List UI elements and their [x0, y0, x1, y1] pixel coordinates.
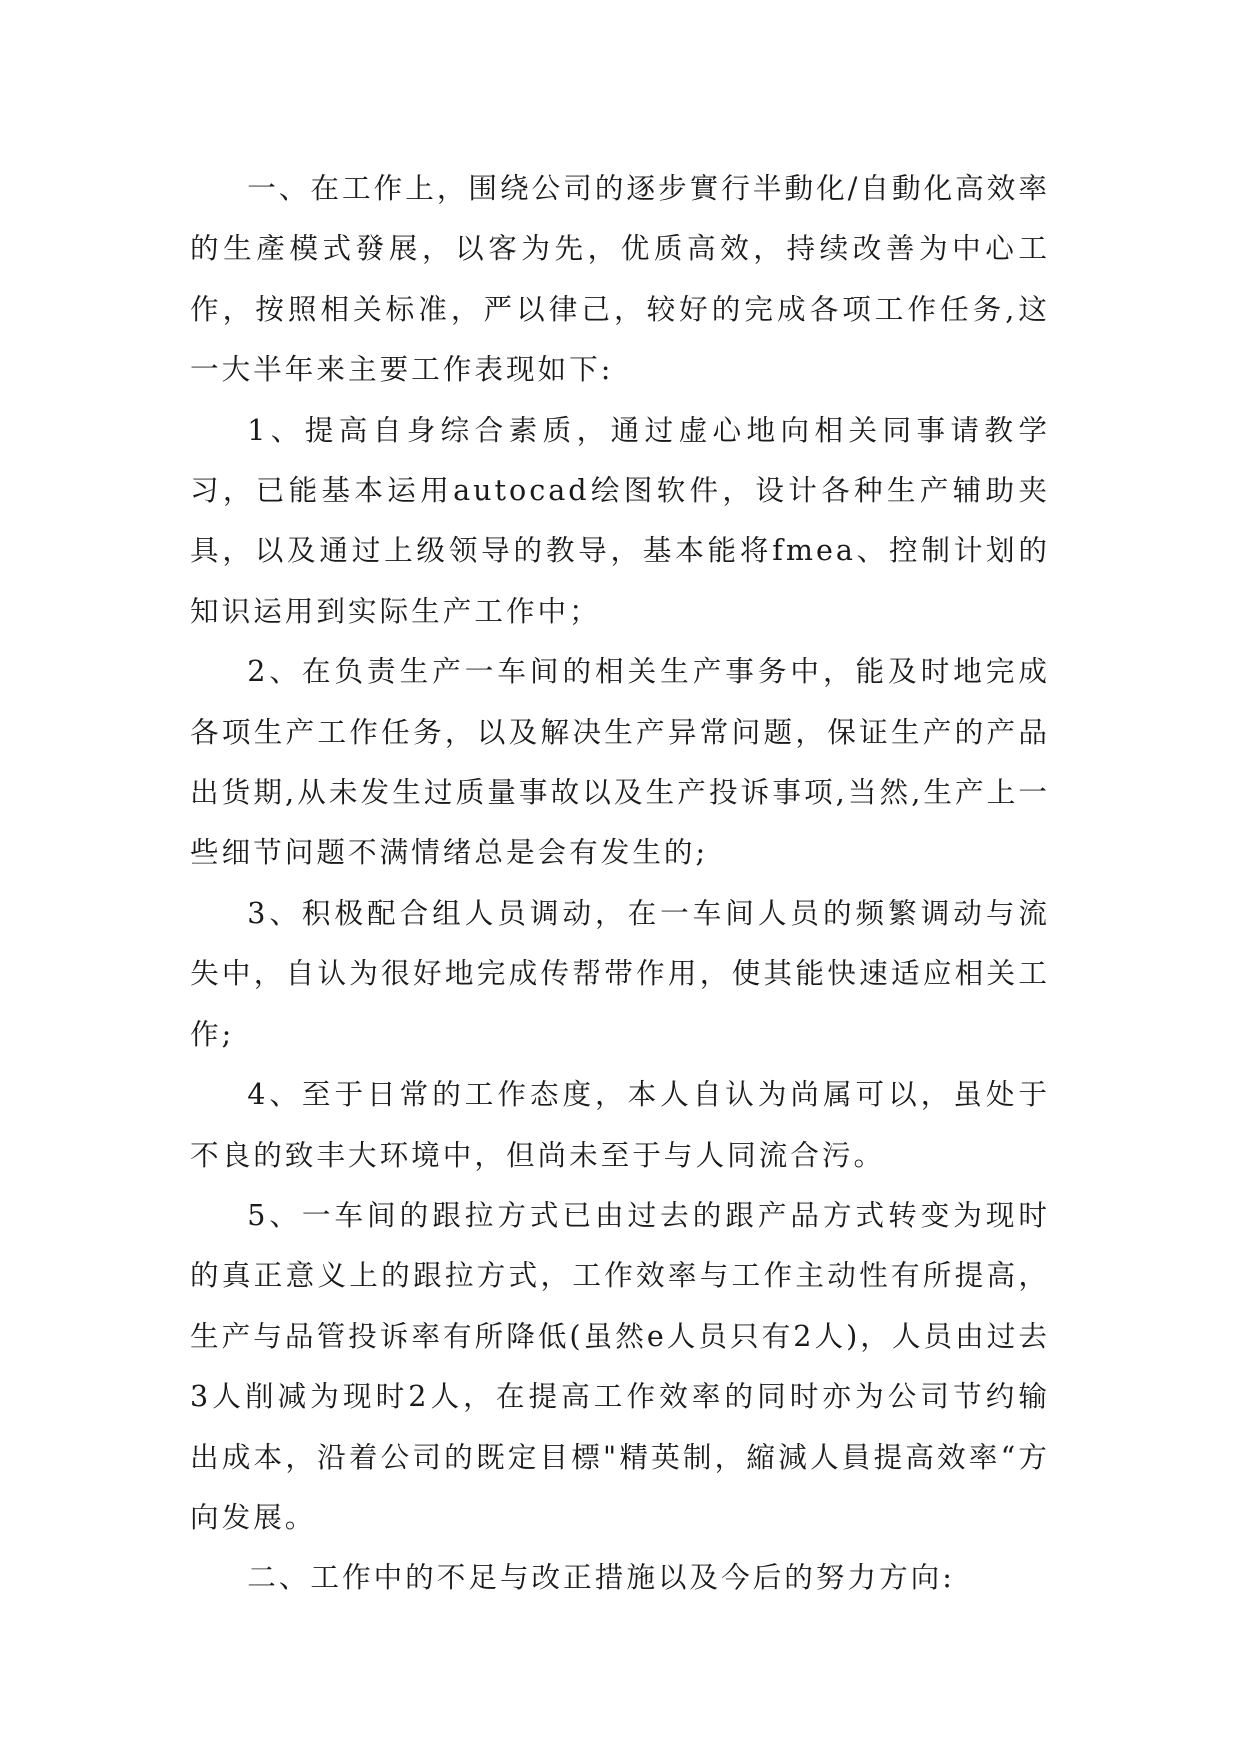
paragraph-item-2: 2、在负责生产一车间的相关生产事务中，能及时地完成各项生产工作任务，以及解决生产异常问题，保证生产的产品出货期,从未发生过质量事故以及生产投诉事项,当然,生产上一些细节问题不满情绪总是会有发生的;: [190, 654, 1050, 870]
paragraph-section-two-heading: 二、工作中的不足与改正措施以及今后的努力方向:: [247, 1560, 955, 1595]
paragraph-item-3: 3、积极配合组人员调动，在一车间人员的频繁调动与流失中，自认为很好地完成传帮带作用，使其能快速适应相关工作;: [190, 895, 1050, 1051]
paragraph-item-4: 4、至于日常的工作态度，本人自认为尚属可以，虽处于不良的致丰大环境中，但尚未至于与人同流合污。: [190, 1077, 1050, 1172]
paragraph-item-5: 5、一车间的跟拉方式已由过去的跟产品方式转变为现时的真正意义上的跟拉方式，工作效率与工作主动性有所提高，生产与品管投诉率有所降低(虽然e人员只有2人)，人员由过去3人削减为现时2人，在提高工作效率的同时亦为公司节约输出成本，沿着公司的既定目標"精英制，縮減人員提高效率“方向发展。: [190, 1197, 1050, 1534]
paragraph-item-1: 1、提高自身综合素质，通过虚心地向相关同事请教学习，已能基本运用autocad绘图软件，设计各种生产辅助夹具，以及通过上级领导的教导，基本能将fmea、控制计划的知识运用到实际生产工作中；: [190, 412, 1050, 628]
document-body: [190, 158, 1050, 1608]
paragraph-work-overview: 一、在工作上，围绕公司的逐步實行半動化/自動化高效率的生產模式發展，以客为先，优质高效，持续改善为中心工作，按照相关标准，严以律己，较好的完成各项工作任务,这一大半年来主要工作表现如下:: [190, 171, 1050, 387]
